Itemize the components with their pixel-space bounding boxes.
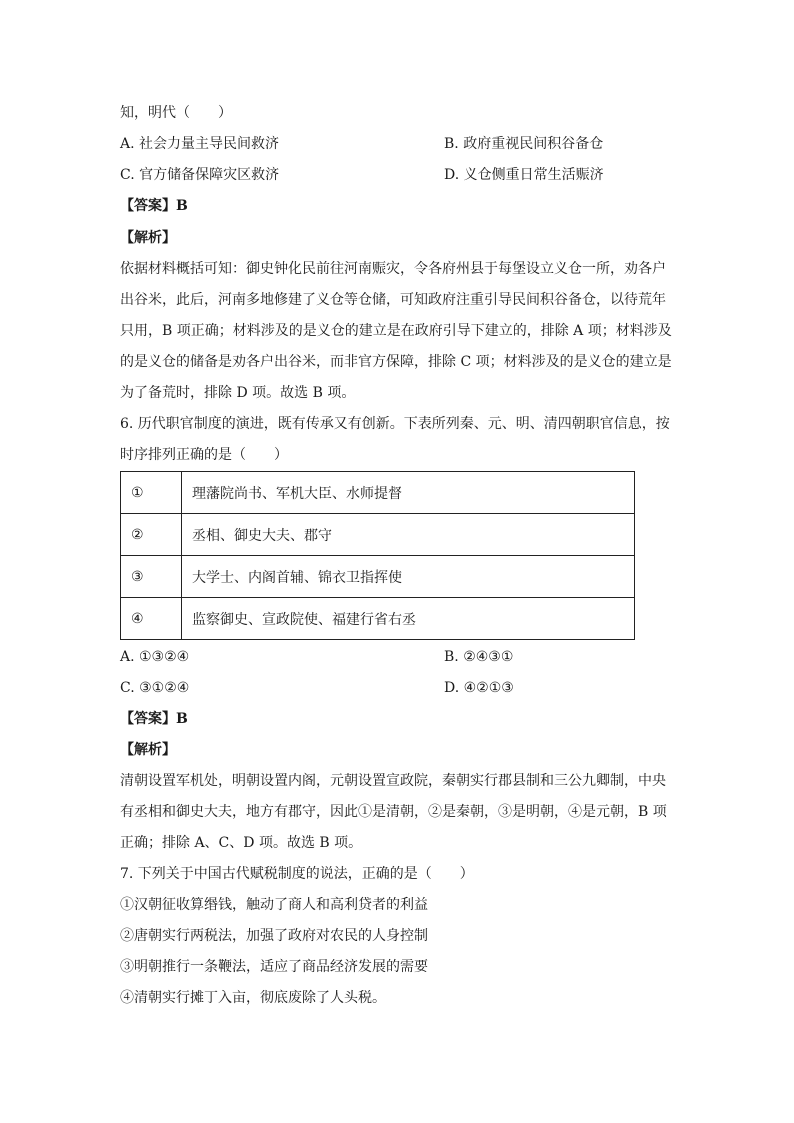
q6-option-a: A. ①③②④ [120,649,190,665]
q6-stem-line-2: 时序排列正确的是（ ） [120,447,288,463]
table-cell-num: ① [121,472,182,514]
table-row [121,598,635,640]
q5-analysis-line-1: 依据材料概括可知：御史钟化民前往河南赈灾，令各府州县于每堡设立义仓一所，劝各户 [120,261,666,277]
table-cell-text: 监察御史、宣政院使、福建行省右丞 [182,598,635,640]
q5-stem-tail: 知，明代（ ） [120,105,232,121]
q6-option-c: C. ③①②④ [120,680,190,696]
q6-analysis-line-1: 清朝设置军机处，明朝设置内阁，元朝设置宣政院，秦朝实行郡县制和三公九卿制，中央 [120,773,666,789]
table-row [121,556,635,598]
q5-analysis-label: 【解析】 [120,230,176,246]
q7-item-1: ①汉朝征收算缗钱，触动了商人和高利贷者的利益 [120,897,428,913]
table-cell-text: 丞相、御史大夫、郡守 [182,514,635,556]
table-cell-num: ③ [121,556,182,598]
q5-analysis-line-2: 出谷米，此后，河南多地修建了义仓等仓储，可知政府注重引导民间积谷备仓，以待荒年 [120,292,666,308]
q7-item-3: ③明朝推行一条鞭法，适应了商品经济发展的需要 [120,959,428,975]
q5-analysis-line-4: 的是义仓的储备是劝各户出谷米，而非官方保障，排除 C 项；材料涉及的是义仓的建立是 [120,354,672,370]
table-cell-text: 理藩院尚书、军机大臣、水师提督 [182,472,635,514]
table-cell-num: ④ [121,598,182,640]
q6-analysis-line-3: 正确；排除 A、C、D 项。故选 B 项。 [120,835,363,851]
table-cell-text: 大学士、内阁首辅、锦衣卫指挥使 [182,556,635,598]
q5-option-a: A. 社会力量主导民间救济 [120,136,280,152]
q6-option-d: D. ④②①③ [444,680,514,696]
table-row [121,514,635,556]
q7-item-4: ④清朝实行摊丁入亩，彻底废除了人头税。 [120,990,386,1006]
q6-official-table [120,471,635,640]
q5-analysis-line-3: 只用，B 项正确；材料涉及的是义仓的建立是在政府引导下建立的，排除 A 项；材料涉及 [120,323,672,339]
q6-analysis-label: 【解析】 [120,742,176,758]
q6-answer: 【答案】B [120,711,188,727]
q5-analysis-line-5: 为了备荒时，排除 D 项。故选 B 项。 [120,385,356,401]
q5-option-b: B. 政府重视民间积谷备仓 [444,136,604,152]
q5-option-c: C. 官方储备保障灾区救济 [120,167,280,183]
table-row [121,472,635,514]
q5-option-d: D. 义仓侧重日常生活赈济 [444,167,604,183]
q6-option-b: B. ②④③① [444,649,514,665]
q7-item-2: ②唐朝实行两税法，加强了政府对农民的人身控制 [120,928,428,944]
q7-stem: 7. 下列关于中国古代赋税制度的说法，正确的是（ ） [120,866,474,882]
table-cell-num: ② [121,514,182,556]
q5-answer: 【答案】B [120,198,188,214]
q6-analysis-line-2: 有丞相和御史大夫，地方有郡守，因此①是清朝，②是秦朝，③是明朝，④是元朝，B 项 [120,804,667,820]
q6-stem-line-1: 6. 历代职官制度的演进，既有传承又有创新。下表所列秦、元、明、清四朝职官信息，按 [120,416,670,432]
